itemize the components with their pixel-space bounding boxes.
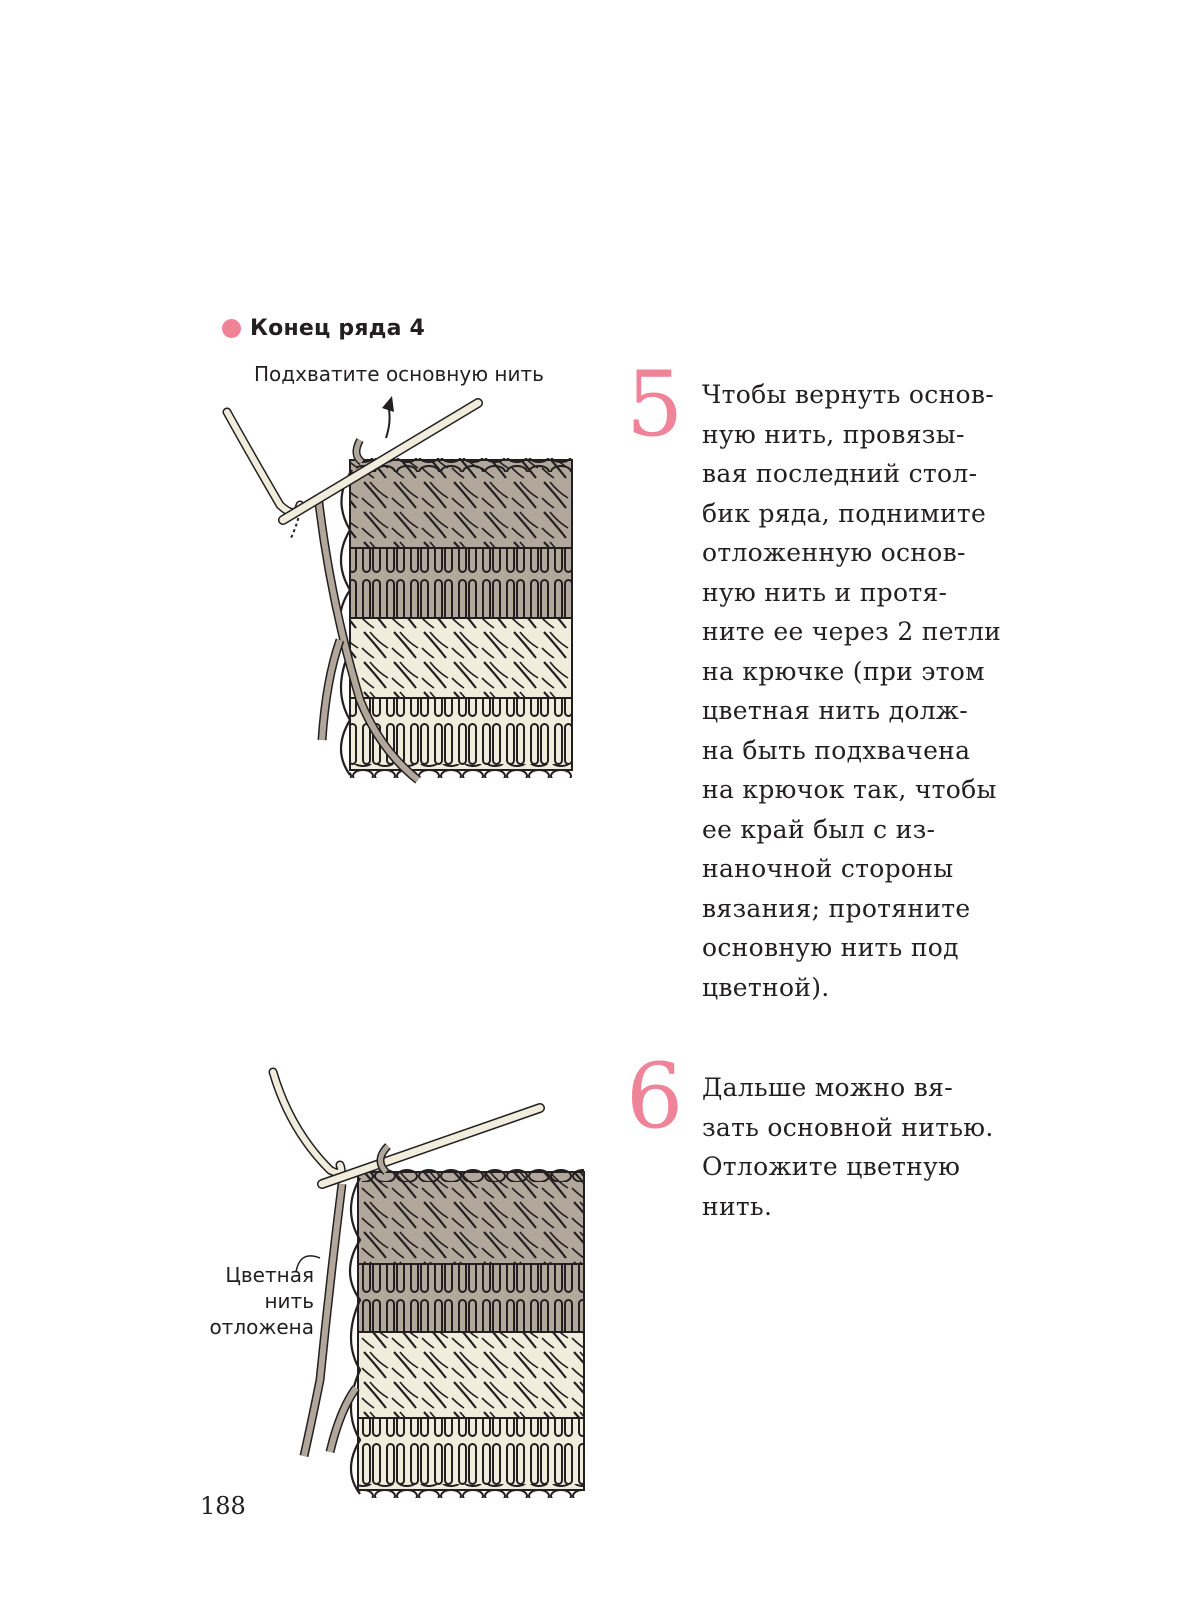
step-5-line: наночной стороны	[702, 854, 954, 883]
step-5-number: 5	[626, 352, 684, 457]
figure-2-caption-line: отложена	[209, 1315, 314, 1339]
step-6-line: Отложите цветную	[702, 1152, 961, 1181]
figure-2-fabric	[350, 1168, 584, 1498]
figure-1-yarn	[227, 412, 418, 780]
step-5-line: вязания; протяните	[702, 893, 971, 923]
figure-2-caption-line: Цветная	[225, 1263, 314, 1287]
step-5-line: цветной).	[702, 972, 830, 1002]
step-5-text	[702, 375, 1001, 1007]
figure-2-caption	[180, 1262, 314, 1340]
step-5-line: отложенную основ-	[702, 538, 966, 567]
step-6-line: нить.	[702, 1191, 773, 1221]
step-5-line: ее край был с из-	[702, 814, 936, 844]
step-6-line: Дальше можно вя-	[702, 1073, 953, 1102]
step-6-number: 6	[626, 1044, 684, 1149]
figure-2-caption-line: нить	[264, 1289, 314, 1313]
step-5-line: цветная нить долж-	[702, 696, 968, 725]
step-5-line: ную нить, провязы-	[702, 419, 965, 449]
step-5-line: Чтобы вернуть основ-	[702, 380, 995, 409]
step-5-line: на крючок так, чтобы	[702, 775, 997, 804]
step-6-text	[702, 1068, 994, 1226]
bullet-icon	[222, 319, 241, 338]
step-5-line: основную нить под	[702, 933, 959, 962]
step-5-line: на крючке (при этом	[702, 656, 985, 686]
step-5-line: бик ряда, поднимите	[702, 498, 987, 528]
step-5-line: ните ее через 2 петли	[702, 617, 1002, 646]
figure-1-caption: Подхватите основную нить	[254, 362, 544, 386]
arrow-up-icon	[382, 396, 394, 438]
figure-2-hook	[322, 1108, 540, 1184]
step-6-line: зать основной нитью.	[702, 1112, 994, 1142]
section-heading-text: Конец ряда 4	[250, 316, 426, 341]
step-5-line: на быть подхвачена	[702, 735, 971, 765]
page-number: 188	[200, 1492, 246, 1520]
figure-1-fabric	[340, 458, 572, 778]
figure-1-hook	[283, 403, 478, 520]
step-5-line: ную нить и протя-	[702, 577, 948, 607]
step-5-line: вая последний стол-	[702, 459, 978, 488]
section-heading	[222, 316, 425, 341]
